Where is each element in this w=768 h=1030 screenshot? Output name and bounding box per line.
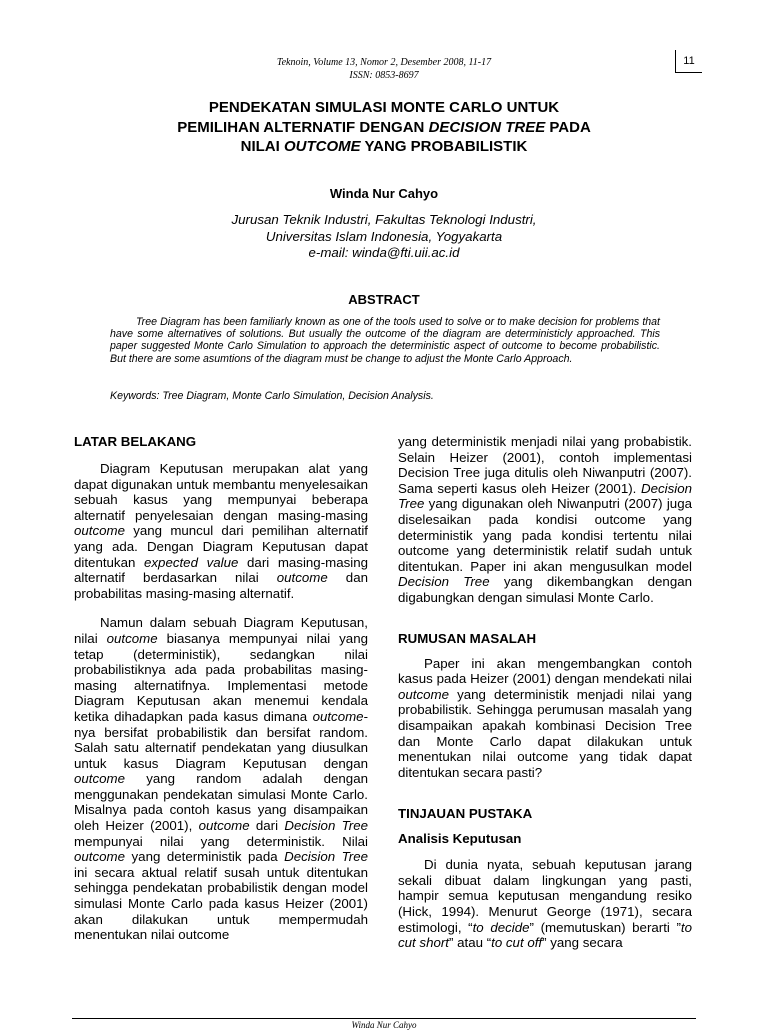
author-email: e-mail: winda@fti.uii.ac.id	[308, 245, 460, 260]
abstract-text: Tree Diagram has been familiarly known as one of the tools used to solve or to make decision for problems that have some alternatives of solutions. But usually the outcome of the diagram are deterministicly approached. This paper suggested Monte Carlo Simulation to approach the deterministic aspect of outcome to become probabilistic. But there are some asumtions of the diagram must be change to adjust the Monte Carlo Approach.	[110, 316, 660, 365]
italic-term: Decision Tree	[284, 849, 368, 865]
subsection-heading: Analisis Keputusan	[398, 831, 522, 847]
italic-term: outcome	[74, 849, 125, 865]
abstract-heading: ABSTRACT	[348, 292, 420, 307]
title-italic: OUTCOME	[283, 138, 361, 155]
italic-term: outcome	[74, 771, 125, 787]
italic-term: outcome	[74, 523, 125, 539]
italic-term: to decide	[472, 919, 530, 935]
journal-citation: Teknoin, Volume 13, Nomor 2, Desember 2008, 11-17	[276, 57, 492, 68]
text-run: ” yang secara	[542, 935, 623, 951]
title-text: PADA	[545, 118, 591, 136]
text-run: yang deterministik menjadi nilai yang probabilistik. Sehingga perumusan masalah yang disampaikan apakah kombinasi Decision Tree dan Monte Carlo dapat dilakukan untuk menentukan nilai outcome yang tidak dapat ditentukan secara pasti?	[398, 686, 692, 780]
paragraph	[398, 857, 692, 951]
text-run: dan probabilitas masing-masing alternatif.	[74, 570, 368, 601]
paragraph	[74, 615, 368, 942]
title-line-3	[0, 137, 768, 157]
text-run: yang muncul dari pemilihan alternatif yang ada. Dengan Diagram Keputusan dapat ditentukan	[74, 523, 368, 570]
italic-term: outcome	[198, 818, 250, 834]
italic-term: to cut off	[491, 935, 543, 951]
right-column	[398, 434, 692, 951]
text-run: ” atau “	[449, 935, 492, 951]
section-heading-tinjauan-pustaka: TINJAUAN PUSTAKA	[398, 806, 533, 822]
journal-issn: ISSN: 0853-8697	[349, 70, 419, 81]
paragraph	[398, 434, 692, 606]
italic-term: Decision Tree	[284, 818, 369, 834]
page-number: 11	[675, 50, 702, 73]
left-column	[74, 434, 368, 943]
text-run: -nya bersifat probabilistik dan bersifat random. Salah satu alternatif pendekatan yang diusulkan untuk kasus Diagram Keputusan dengan	[74, 708, 368, 771]
text-run: Diagram Keputusan merupakan alat yang dapat digunakan untuk membantu menyelesaikan sebuah kasus yang mempunyai beberapa alternatif penyelesaian dengan masing-masing	[74, 461, 368, 523]
author-affiliation	[0, 212, 768, 262]
affiliation-line-2: Universitas Islam Indonesia, Yogyakarta	[265, 228, 503, 244]
italic-term: outcome	[106, 630, 158, 646]
title-text: YANG PROBABILISTIK	[360, 138, 528, 155]
italic-term: outcome	[312, 708, 364, 724]
italic-term: outcome	[398, 686, 449, 702]
author-name: Winda Nur Cahyo	[329, 186, 439, 201]
italic-term: Decision Tree	[398, 574, 490, 590]
title-text: PEMILIHAN ALTERNATIF DENGAN	[177, 118, 429, 136]
title-text: NILAI	[240, 138, 284, 155]
text-run: ini secara aktual relatif susah untuk ditentukan sehingga pendekatan probabilistik dengan model simulasi Monte Carlo pada kasus Heizer (2001) akan dilakukan untuk mempermudah menentukan nilai outcome	[74, 864, 368, 943]
text-run: biasanya mempunyai nilai yang tetap (deterministik), sedangkan nilai probabilistiknya ada pada probabilitas masing-masing alternatifnya. Implementasi metode Diagram Keputusan akan menemui kendala ketika dihadapkan pada kasus dimana	[74, 630, 368, 724]
text-run: yang deterministik menjadi nilai yang probabistik. Selain Heizer (2001), contoh implementasi Decision Tree juga ditulis oleh Niwanputri (2007). Sama seperti kasus oleh Heizer (2001).	[398, 434, 692, 496]
section-heading-latar-belakang: LATAR BELAKANG	[74, 434, 197, 449]
text-run: mempunyai nilai yang deterministik. Nilai	[74, 833, 368, 849]
text-run: yang random adalah dengan menggunakan pendekatan simulasi Monte Carlo. Misalnya pada contoh kasus yang disampaikan oleh Heizer (2001),	[74, 771, 368, 834]
text-run: yang digunakan oleh Niwanputri (2007) juga diselesaikan pada kondisi outcome yang deterministik yang pada kondisi tertentu nilai outcome yang deterministik relatif sudah untuk ditentukan. Paper ini akan mengusulkan model	[398, 496, 692, 574]
text-run: Paper ini akan mengembangkan contoh kasus pada Heizer (2001) dengan mendekati nilai	[398, 655, 692, 687]
text-run: yang deterministik pada	[125, 849, 285, 865]
paper-title	[0, 98, 768, 157]
text-run: ” (memutuskan) berarti ”	[529, 919, 681, 935]
italic-term: to cut short	[398, 919, 692, 951]
text-run: Namun dalam sebuah Diagram Keputusan, nilai	[74, 615, 368, 646]
title-line-2	[0, 118, 768, 138]
paragraph	[74, 461, 368, 601]
paragraph	[398, 656, 692, 781]
journal-header	[0, 56, 768, 82]
italic-term: Decision Tree	[398, 480, 692, 512]
italic-term: outcome	[276, 570, 328, 586]
footer-divider	[72, 1018, 696, 1019]
text-run: dari	[249, 818, 285, 834]
italic-term: expected value	[144, 554, 239, 570]
text-run: Di dunia nyata, sebuah keputusan jarang sekali dibuat dalam lingkungan yang pasti, hampir semua keputusan mengandung resiko (Hick, 1994). Menurut George (1971), secara estimologi, “	[398, 857, 692, 935]
text-run: yang dikembangkan dengan digabungkan dengan simulasi Monte Carlo.	[398, 574, 692, 605]
title-italic: DECISION TREE	[428, 118, 546, 136]
text-run: dari masing-masing alternatif berdasarkan nilai	[74, 554, 368, 586]
keywords: Keywords: Tree Diagram, Monte Carlo Simulation, Decision Analysis.	[110, 390, 434, 402]
affiliation-line-1: Jurusan Teknik Industri, Fakultas Teknologi Industri,	[231, 212, 537, 227]
section-heading-rumusan-masalah: RUMUSAN MASALAH	[398, 630, 537, 646]
title-line-1: PENDEKATAN SIMULASI MONTE CARLO UNTUK	[208, 99, 560, 116]
footer-author: Winda Nur Cahyo	[351, 1020, 417, 1030]
